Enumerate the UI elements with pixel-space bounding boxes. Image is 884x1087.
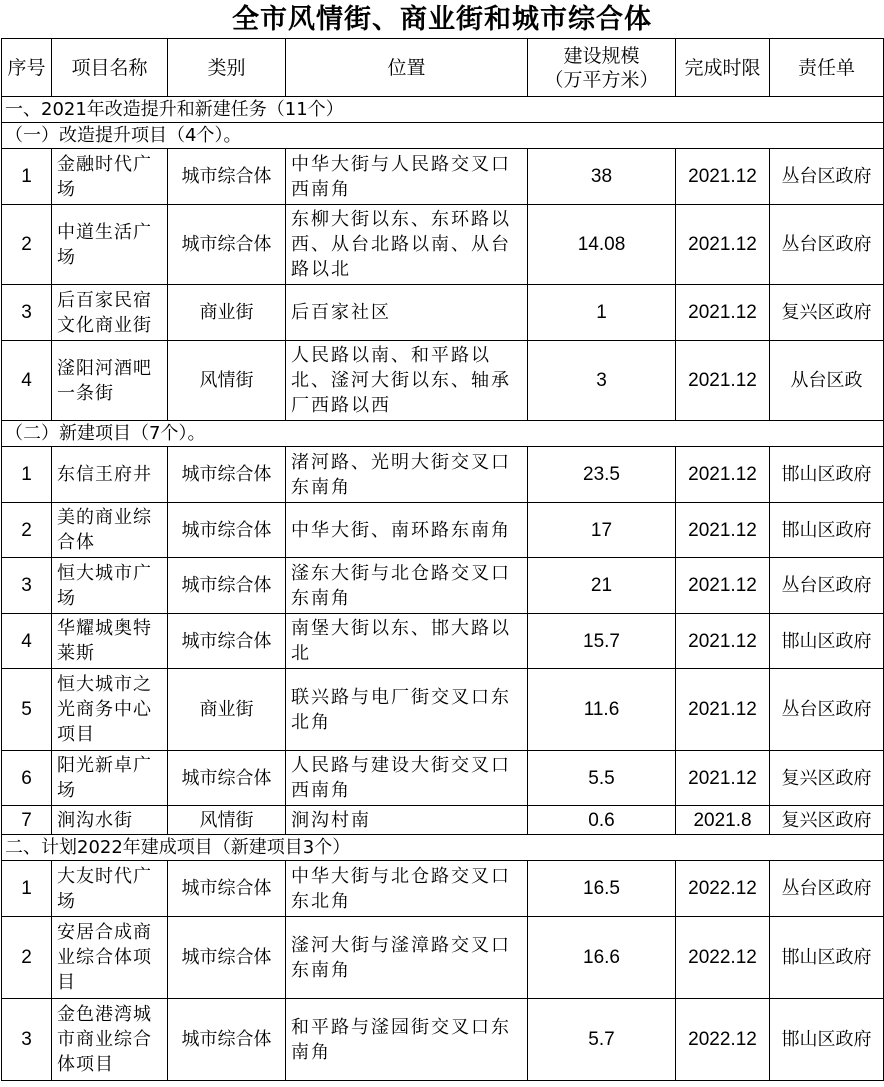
cell-seq: 1 (2, 149, 52, 205)
header-location: 位置 (286, 39, 528, 97)
table-row (2, 205, 884, 285)
table-row (2, 999, 884, 1081)
cell-deadline: 2021.12 (676, 205, 770, 285)
cell-name: 恒大城市广场 (52, 558, 168, 614)
table-row (2, 806, 884, 835)
cell-deadline: 2022.12 (676, 861, 770, 917)
cell-deadline: 2021.12 (676, 285, 770, 341)
cell-scale: 21 (528, 558, 676, 614)
cell-category: 城市综合体 (168, 999, 286, 1081)
table-row (2, 751, 884, 806)
project-table (1, 38, 884, 1081)
cell-responsible: 邯山区政府 (770, 917, 884, 999)
table-header-row (2, 39, 884, 97)
cell-category: 城市综合体 (168, 205, 286, 285)
cell-category: 城市综合体 (168, 149, 286, 205)
cell-scale: 16.6 (528, 917, 676, 999)
cell-category: 城市综合体 (168, 614, 286, 669)
cell-category: 城市综合体 (168, 503, 286, 558)
table-row (2, 285, 884, 341)
cell-scale: 3 (528, 341, 676, 421)
table-row (2, 149, 884, 205)
cell-name: 东信王府井 (52, 447, 168, 503)
cell-scale: 17 (528, 503, 676, 558)
cell-seq: 3 (2, 285, 52, 341)
cell-responsible: 复兴区政府 (770, 751, 884, 806)
cell-scale: 0.6 (528, 806, 676, 835)
cell-scale: 1 (528, 285, 676, 341)
cell-scale: 16.5 (528, 861, 676, 917)
cell-responsible: 丛台区政府 (770, 205, 884, 285)
page-title: 全市风情街、商业街和城市综合体 (232, 4, 652, 35)
table-row (2, 558, 884, 614)
table-row (2, 503, 884, 558)
cell-responsible: 从台区政 (770, 341, 884, 421)
cell-name: 美的商业综合体 (52, 503, 168, 558)
cell-deadline: 2021.12 (676, 503, 770, 558)
cell-name: 金融时代广场 (52, 149, 168, 205)
subsection-row-new-label: （二）新建项目（7个）。 (2, 421, 884, 447)
cell-name: 后百家民宿文化商业街 (52, 285, 168, 341)
cell-name: 安居合成商业综合体项目 (52, 917, 168, 999)
cell-name: 涧沟水街 (52, 806, 168, 835)
section-row-2021-label: 一、2021年改造提升和新建任务（11个） (2, 97, 884, 123)
section-row-2022 (2, 835, 884, 861)
cell-location: 和平路与滏园街交叉口东南角 (286, 999, 528, 1081)
cell-deadline: 2022.12 (676, 999, 770, 1081)
cell-location: 涧沟村南 (286, 806, 528, 835)
header-category: 类别 (168, 39, 286, 97)
cell-location: 人民路与建设大街交叉口西南角 (286, 751, 528, 806)
table-row (2, 614, 884, 669)
cell-seq: 6 (2, 751, 52, 806)
cell-location: 中华大街与北仓路交叉口东北角 (286, 861, 528, 917)
cell-responsible: 复兴区政府 (770, 285, 884, 341)
cell-category: 商业街 (168, 669, 286, 751)
cell-scale: 5.7 (528, 999, 676, 1081)
cell-seq: 7 (2, 806, 52, 835)
cell-name: 恒大城市之光商务中心项目 (52, 669, 168, 751)
subsection-row-new (2, 421, 884, 447)
cell-seq: 1 (2, 861, 52, 917)
table-row (2, 669, 884, 751)
section-row-2022-label: 二、计划2022年建成项目（新建项目3个） (2, 835, 884, 861)
cell-name: 滏阳河酒吧一条街 (52, 341, 168, 421)
cell-scale: 23.5 (528, 447, 676, 503)
cell-responsible: 丛台区政府 (770, 669, 884, 751)
cell-location: 中华大街、南环路东南角 (286, 503, 528, 558)
table-row (2, 917, 884, 999)
cell-seq: 2 (2, 205, 52, 285)
cell-deadline: 2021.12 (676, 614, 770, 669)
cell-deadline: 2021.12 (676, 447, 770, 503)
cell-deadline: 2021.12 (676, 751, 770, 806)
cell-seq: 2 (2, 917, 52, 999)
cell-location: 后百家社区 (286, 285, 528, 341)
cell-deadline: 2021.12 (676, 149, 770, 205)
cell-responsible: 复兴区政府 (770, 806, 884, 835)
cell-scale: 5.5 (528, 751, 676, 806)
cell-seq: 4 (2, 614, 52, 669)
cell-responsible: 邯山区政府 (770, 503, 884, 558)
cell-seq: 2 (2, 503, 52, 558)
cell-location: 东柳大街以东、东环路以西、从台北路以南、从台路以北 (286, 205, 528, 285)
cell-category: 风情街 (168, 341, 286, 421)
cell-category: 城市综合体 (168, 861, 286, 917)
cell-scale: 15.7 (528, 614, 676, 669)
cell-name: 阳光新卓广场 (52, 751, 168, 806)
cell-location: 南堡大街以东、邯大路以北 (286, 614, 528, 669)
cell-deadline: 2021.8 (676, 806, 770, 835)
cell-responsible: 丛台区政府 (770, 149, 884, 205)
section-row-2021 (2, 97, 884, 123)
table-row (2, 341, 884, 421)
header-seq: 序号 (2, 39, 52, 97)
cell-category: 商业街 (168, 285, 286, 341)
cell-location: 中华大街与人民路交叉口西南角 (286, 149, 528, 205)
cell-name: 大友时代广场 (52, 861, 168, 917)
cell-seq: 5 (2, 669, 52, 751)
cell-scale: 38 (528, 149, 676, 205)
cell-responsible: 丛台区政府 (770, 861, 884, 917)
cell-seq: 3 (2, 558, 52, 614)
cell-deadline: 2021.12 (676, 341, 770, 421)
cell-location: 人民路以南、和平路以北、滏河大街以东、轴承厂西路以西 (286, 341, 528, 421)
cell-deadline: 2021.12 (676, 669, 770, 751)
cell-responsible: 邯山区政府 (770, 614, 884, 669)
cell-seq: 3 (2, 999, 52, 1081)
cell-location: 渚河路、光明大街交叉口东南角 (286, 447, 528, 503)
cell-responsible: 邯山区政府 (770, 447, 884, 503)
cell-responsible: 邯山区政府 (770, 999, 884, 1081)
cell-deadline: 2022.12 (676, 917, 770, 999)
cell-location: 滏东大街与北仓路交叉口东南角 (286, 558, 528, 614)
header-responsible: 责任单 (770, 39, 884, 97)
header-deadline: 完成时限 (676, 39, 770, 97)
subsection-row-renovation-label: （一）改造提升项目（4个）。 (2, 123, 884, 149)
cell-name: 中道生活广场 (52, 205, 168, 285)
cell-name: 金色港湾城市商业综合体项目 (52, 999, 168, 1081)
cell-category: 城市综合体 (168, 447, 286, 503)
cell-responsible: 丛台区政府 (770, 558, 884, 614)
cell-deadline: 2021.12 (676, 558, 770, 614)
table-row (2, 861, 884, 917)
table-row (2, 447, 884, 503)
cell-scale: 11.6 (528, 669, 676, 751)
cell-seq: 4 (2, 341, 52, 421)
subsection-row-renovation (2, 123, 884, 149)
cell-name: 华耀城奥特莱斯 (52, 614, 168, 669)
cell-scale: 14.08 (528, 205, 676, 285)
cell-location: 联兴路与电厂街交叉口东北角 (286, 669, 528, 751)
cell-category: 城市综合体 (168, 917, 286, 999)
header-name: 项目名称 (52, 39, 168, 97)
cell-seq: 1 (2, 447, 52, 503)
cell-category: 城市综合体 (168, 751, 286, 806)
cell-location: 滏河大街与滏漳路交叉口东南角 (286, 917, 528, 999)
cell-category: 城市综合体 (168, 558, 286, 614)
header-scale: 建设规模 （万平方米） (528, 39, 676, 97)
cell-category: 风情街 (168, 806, 286, 835)
